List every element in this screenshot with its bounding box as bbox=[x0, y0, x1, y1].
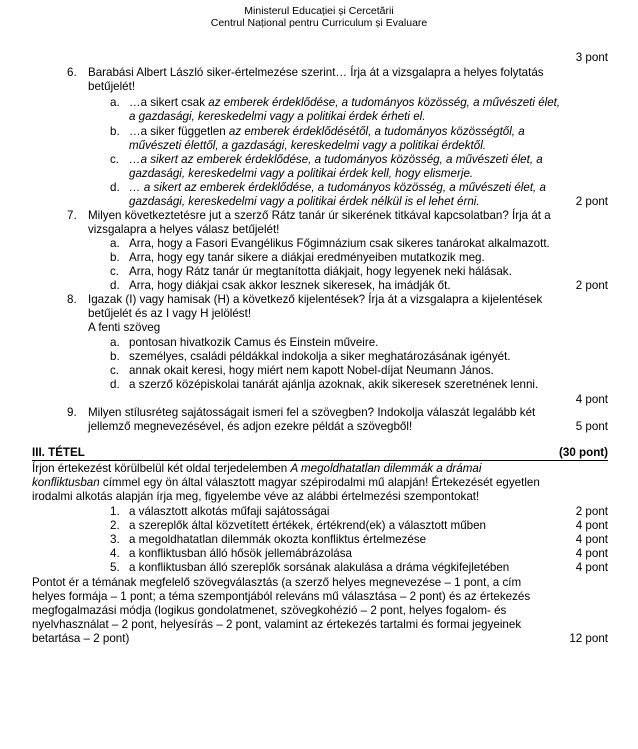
section3-footer-line5: betartása – 2 pont) bbox=[32, 632, 130, 645]
q6-option-d-line1: … a sikert az emberek érdeklődése, a tudományos közösség, a művészeti élet, a bbox=[129, 181, 546, 194]
section3-footer-line1: Pontot ér a témának megfelelő szövegválasztás (a szerző helyes megnevezése – 1 pont, a cím bbox=[32, 576, 522, 589]
criterion-5-points: 4 pont bbox=[575, 561, 608, 574]
q9-question-line2: jellemző megnevezésével, és adjon ezekre példát a szövegből! bbox=[88, 420, 413, 433]
q7-option-d-letter: d. bbox=[110, 279, 120, 292]
section3-intro-line2: konfliktusban címmel egy ön által választott magyar szépirodalmi mű alapján! Értekezését egyetlen bbox=[32, 476, 540, 489]
page-header bbox=[0, 5, 638, 29]
q7-question-line2: vizsgalapra a helyes válasz betűjelét! bbox=[88, 223, 280, 236]
q7-option-a-text: Arra, hogy a Fasori Evangélikus Főgimnázium csak sikeres tanárokat alkalmazott. bbox=[129, 237, 550, 250]
q8-option-c-letter: c. bbox=[110, 364, 120, 377]
q8-question-line1: Igazak (I) vagy hamisak (H) a következő kijelentések? Írja át a vizsgalapra a kijelentések bbox=[88, 293, 543, 306]
q8-option-b-text: személyes, családi példákkal indokolja a siker meghatározásának igényét. bbox=[129, 350, 511, 363]
q6-option-c-letter: c. bbox=[110, 153, 120, 166]
q6-question-line2: betűjelét! bbox=[88, 80, 136, 93]
top-points: 3 pont bbox=[575, 51, 608, 64]
q6-option-a-line1: …a sikert csak az emberek érdeklődése, a tudományos közösség, a művészeti élet, bbox=[129, 96, 561, 109]
center-name: Centrul Național pentru Curriculum și Evaluare bbox=[210, 17, 428, 29]
q6-option-b-line2: művészeti élettől, a gazdasági, kereskedelmi vagy a politikai érdektől. bbox=[129, 139, 487, 152]
q7-option-c-letter: c. bbox=[110, 265, 120, 278]
q9-points: 5 pont bbox=[575, 420, 608, 433]
criterion-3-points: 4 pont bbox=[575, 533, 608, 546]
q6-option-c-line1: …a sikert az emberek érdeklődése, a tudományos közösség, a művészeti élet, a bbox=[129, 153, 543, 166]
criterion-3-number: 3. bbox=[110, 533, 120, 546]
q6-option-c-line2: gazdasági, kereskedelmi vagy a politikai érdek kell, hogy elismerje. bbox=[129, 167, 474, 180]
criterion-2-text: a szereplők által közvetített értékek, értékrend(ek) a választott műben bbox=[129, 519, 487, 532]
q7-option-a-letter: a. bbox=[110, 237, 120, 250]
q8-question-line2: betűjelét és az I vagy H jelölést! bbox=[88, 307, 252, 320]
q9-question-line1: Milyen stílusréteg sajátosságait ismeri fel a szövegben? Indokolja válaszát legalább két bbox=[88, 406, 536, 419]
q7-question-line1: Milyen következtetésre jut a szerző Rátz tanár úr sikerének titkával kapcsolatban? Írja át a bbox=[88, 209, 551, 222]
criterion-5-number: 5. bbox=[110, 561, 120, 574]
ministry-name: Ministerul Educației și Cercetării bbox=[244, 5, 394, 17]
criterion-4-number: 4. bbox=[110, 547, 120, 560]
criterion-3-text: a megoldhatatlan dilemmák okozta konfliktus értelmezése bbox=[129, 533, 427, 546]
q7-option-b-letter: b. bbox=[110, 251, 120, 264]
q6-option-a-letter: a. bbox=[110, 96, 120, 109]
section3-title-row bbox=[32, 446, 608, 461]
q7-number: 7. bbox=[67, 209, 77, 222]
criterion-4-points: 4 pont bbox=[575, 547, 608, 560]
q6-points: 2 pont bbox=[575, 195, 608, 208]
q6-question-line1: Barabási Albert László siker-értelmezése szerint… Írja át a vizsgalapra a helyes folytatás bbox=[88, 66, 544, 79]
q8-option-b-letter: b. bbox=[110, 350, 120, 363]
section3-title: III. TÉTEL bbox=[32, 446, 85, 459]
q8-option-a-text: pontosan hivatkozik Camus és Einstein műveire. bbox=[129, 336, 379, 349]
criterion-2-points: 4 pont bbox=[575, 519, 608, 532]
q7-option-d-text: Arra, hogy diákjai csak akkor lesznek sikeresek, ha imádják őt. bbox=[129, 279, 451, 292]
q6-option-a-line2: a gazdasági, kereskedelmi vagy a politikai érdek érheti el. bbox=[129, 110, 426, 123]
criterion-1-points: 2 pont bbox=[575, 505, 608, 518]
q6-option-d-letter: d. bbox=[110, 181, 120, 194]
section3-footer-line4: nyelvhasználat – 2 pont, helyesírás – 2 pont, valamint az értekezés tartalmi és formai jegyeinek bbox=[32, 618, 522, 631]
section3-intro-line3: irodalmi alkotás alapján írja meg, figyelembe véve az alábbi értelmezési szempontokat! bbox=[32, 490, 480, 503]
section3-points: (30 pont) bbox=[559, 446, 608, 459]
section3-intro-line1: Írjon értekezést körülbelül két oldal terjedelemben A megoldhatatlan dilemmák a drámai bbox=[32, 462, 482, 475]
q8-points: 4 pont bbox=[575, 393, 608, 406]
q9-number: 9. bbox=[67, 406, 77, 419]
q8-option-d-text: a szerző középiskolai tanárát ajánlja azoknak, akik sikeresek szeretnének lenni. bbox=[129, 378, 539, 391]
section3-footer-line3: megfogalmazási módja (logikus gondolatmenet, szövegkohézió – 2 pont, helyes fogalom- és bbox=[32, 604, 507, 617]
q7-option-c-text: Arra, hogy Rátz tanár úr megtanította diákjait, hogy legyenek neki hálásak. bbox=[129, 265, 512, 278]
q6-option-d-line2: gazdasági, kereskedelmi vagy a politikai érdek nélkül is el lehet érni. bbox=[129, 195, 480, 208]
q8-number: 8. bbox=[67, 293, 77, 306]
criterion-2-number: 2. bbox=[110, 519, 120, 532]
q8-option-d-letter: d. bbox=[110, 378, 120, 391]
q6-option-b-letter: b. bbox=[110, 125, 120, 138]
q6-number: 6. bbox=[67, 66, 77, 79]
q7-points: 2 pont bbox=[575, 279, 608, 292]
q8-option-a-letter: a. bbox=[110, 336, 120, 349]
criterion-5-text: a konfliktusban álló szereplők sorsának alakulása a dráma végkifejletében bbox=[129, 561, 510, 574]
criterion-1-text: a választott alkotás műfaji sajátosságai bbox=[129, 505, 330, 518]
q6-option-b-line1: …a siker független az emberek érdeklődésétől, a tudományos közösségtől, a bbox=[129, 125, 525, 138]
q7-option-b-text: Arra, hogy egy tanár sikere a diákjai eredményeiben mutatkozik meg. bbox=[129, 251, 485, 264]
section3-footer-line2: helyes formája – 1 pont; a téma szempontjából releváns mű választása – 2 pont) és az értekezés bbox=[32, 590, 531, 603]
criterion-1-number: 1. bbox=[110, 505, 120, 518]
section3-footer-points: 12 pont bbox=[569, 632, 608, 645]
q8-option-c-text: annak okait keresi, hogy miért nem kapott Nobel-díjat Neumann János. bbox=[129, 364, 494, 377]
q8-intro: A fenti szöveg bbox=[88, 321, 161, 334]
criterion-4-text: a konfliktusban álló hősök jellemábrázolása bbox=[129, 547, 352, 560]
